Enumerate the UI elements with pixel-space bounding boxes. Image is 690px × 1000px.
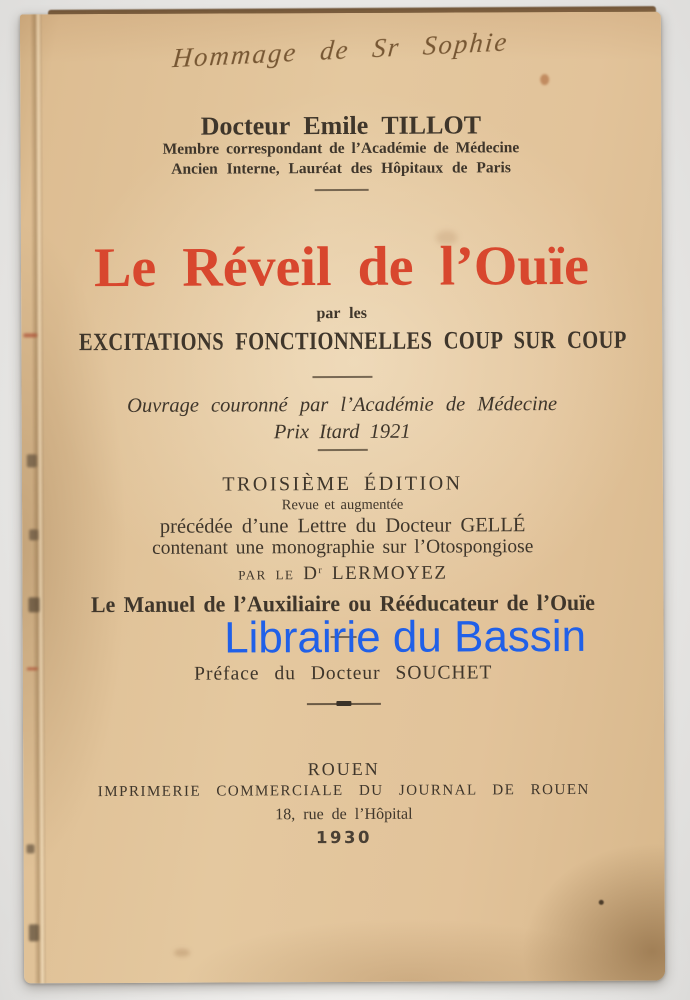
edition-heading: TROISIÈME ÉDITION <box>222 472 463 496</box>
doctor-abbreviation: $D^r$ <box>303 563 324 585</box>
title-page-text <box>20 12 665 984</box>
edition-line-lettre: précédée d’une Lettre du Docteur GELLÉ <box>159 514 526 538</box>
imprint-city: ROUEN <box>307 758 380 780</box>
divider-rule <box>312 376 372 378</box>
imprint-year: 1930 <box>315 827 372 848</box>
edition-line-monographie: contenant une monographie sur l’Otospongiose <box>152 536 534 559</box>
edition-line-author <box>22 562 663 587</box>
bookseller-watermark: Librairie du Bassin <box>224 611 587 663</box>
handwritten-dedication: Hommage de Sr Sophie <box>171 26 510 74</box>
edition-par-le: PAR LE <box>238 567 295 583</box>
ornament-divider <box>23 702 664 706</box>
edition-line-revue: Revue et augmentée <box>281 496 404 514</box>
divider-rule <box>314 189 368 191</box>
doctor-name: LERMOYEZ <box>331 562 448 585</box>
author-credential-1: Membre correspondant de l’Académie de Médecine <box>162 139 520 158</box>
award-line-1: Ouvrage couronné par l’Académie de Médecine <box>127 393 558 417</box>
divider-rule <box>317 449 367 451</box>
manual-title: Le Manuel de l’Auxiliaire ou Rééducateur de l’Ouïe <box>90 589 595 618</box>
imprint-printer: IMPRIMERIE COMMERCIALE DU JOURNAL DE ROUEN <box>97 781 590 801</box>
award-line-2: Prix Itard 1921 <box>273 420 411 444</box>
book-cover <box>20 12 665 984</box>
preface-line: Préface du Docteur SOUCHET <box>194 662 493 685</box>
imprint-address: 18, rue de l’Hôpital <box>275 805 413 824</box>
title-subtitle: EXCITATIONS FONCTIONNELLES COUP SUR COUP <box>78 326 627 357</box>
title-connector: par les <box>316 304 367 323</box>
book-title: Le Réveil de l’Ouïe <box>93 234 590 300</box>
author-name: Docteur Emile TILLOT <box>200 110 482 141</box>
author-credential-2: Ancien Interne, Lauréat des Hôpitaux de Paris <box>171 159 511 178</box>
